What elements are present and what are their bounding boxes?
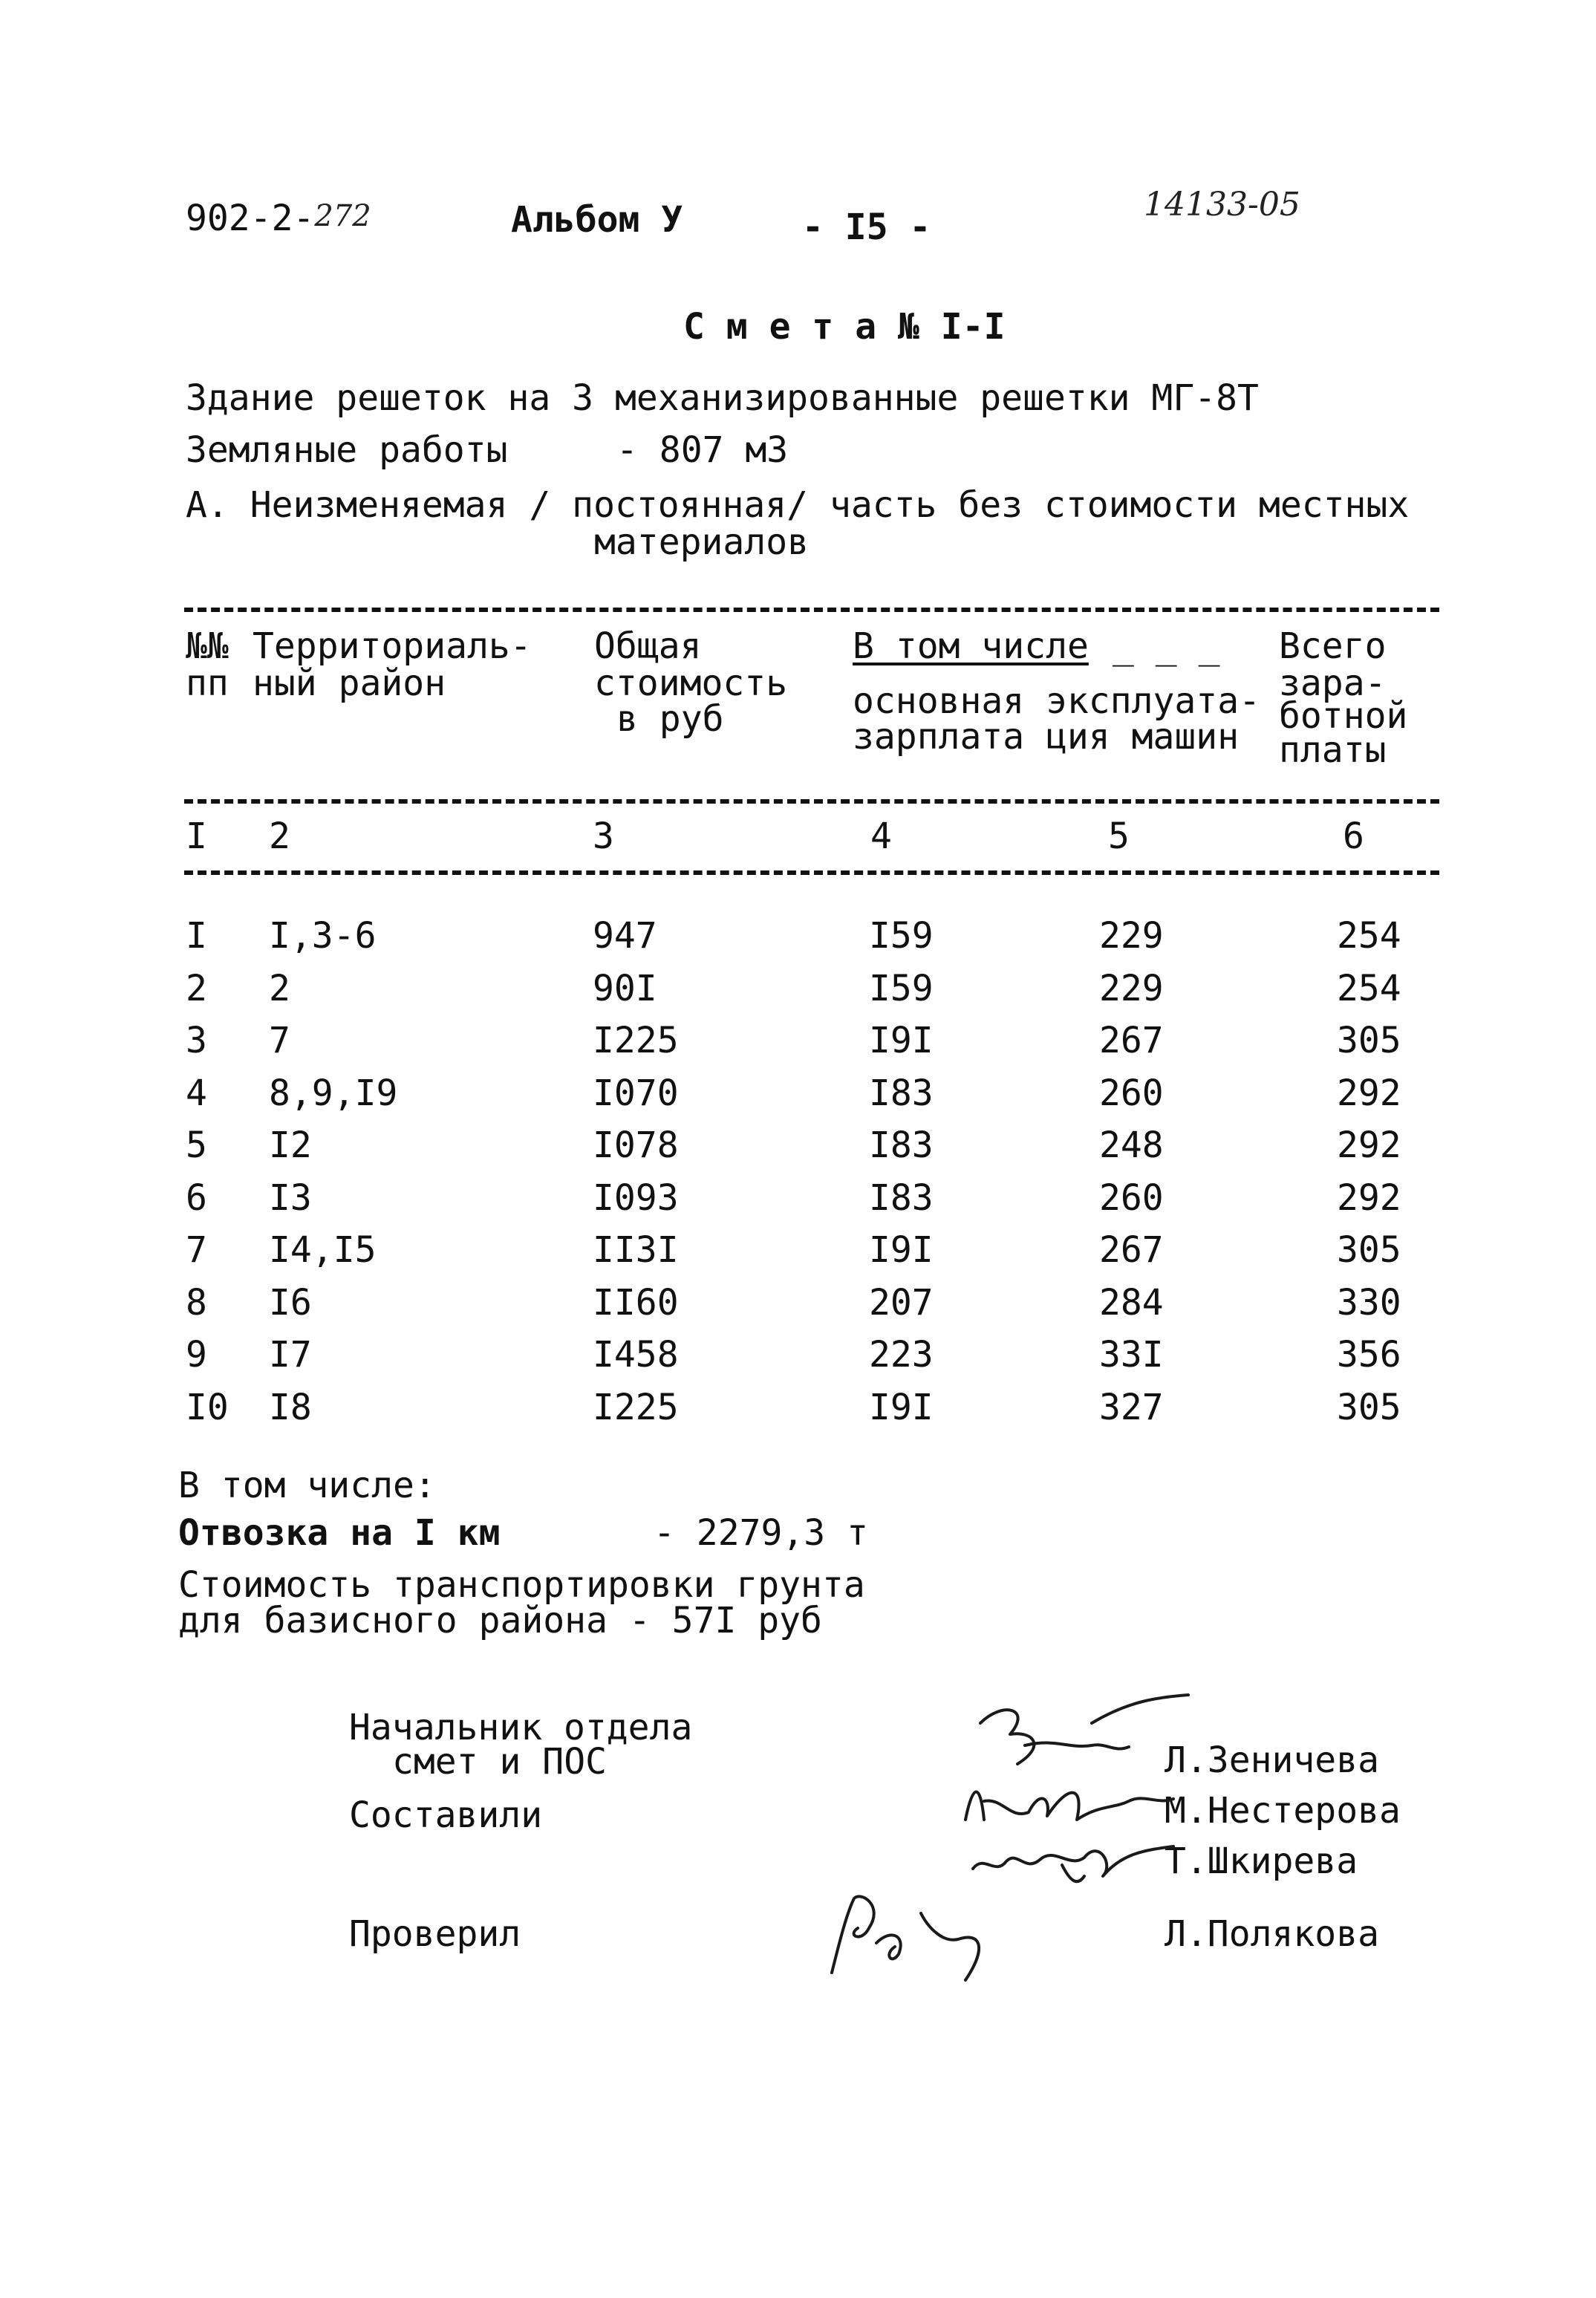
row-total-cost: I078 xyxy=(593,1124,679,1166)
row-machine-operation: 248 xyxy=(1099,1124,1164,1166)
building-description: Здание решеток на 3 механизированные решетки МГ-8Т xyxy=(186,377,1259,419)
row-total-cost: II3I xyxy=(593,1229,679,1271)
row-number: 7 xyxy=(186,1229,207,1271)
row-base-salary: I9I xyxy=(869,1020,934,1061)
table-top-rule xyxy=(184,608,1439,612)
including-label: В том числе: xyxy=(178,1465,436,1506)
row-base-salary: 223 xyxy=(869,1334,934,1376)
row-number: 2 xyxy=(186,967,207,1009)
col-number: 5 xyxy=(1108,816,1130,857)
row-region: 2 xyxy=(269,967,290,1009)
haul-label: Отвозка на I км xyxy=(178,1512,501,1554)
header-col6-line2: зара- xyxy=(1279,663,1387,704)
row-total-cost: 90I xyxy=(593,967,657,1009)
header-col5-line2: ция машин xyxy=(1046,716,1240,758)
column-numbers-bottom-rule xyxy=(184,870,1439,875)
page-number: - I5 - xyxy=(802,206,931,248)
row-machine-operation: 327 xyxy=(1099,1386,1164,1428)
signatory-name: Т.Шкирева xyxy=(1165,1840,1358,1882)
signature-zenicheva xyxy=(965,1693,1203,1775)
row-total-cost: I093 xyxy=(593,1176,679,1219)
transport-line2: для базисного района - 57I руб xyxy=(178,1600,822,1641)
header-col3-line1: Общая xyxy=(594,625,702,667)
row-total-wages: 356 xyxy=(1337,1334,1401,1376)
handwritten-reference: 14133-05 xyxy=(1144,186,1300,224)
row-number: I xyxy=(186,915,207,957)
row-machine-operation: 33I xyxy=(1099,1334,1164,1376)
row-region: I6 xyxy=(269,1281,312,1324)
head-of-department-line1: Начальник отдела xyxy=(349,1707,693,1748)
signatory-name: Л.Зеничева xyxy=(1165,1739,1379,1781)
row-region: 7 xyxy=(269,1020,290,1061)
head-of-department-line2: смет и ПОС xyxy=(392,1741,607,1783)
header-col1-line1: №№ xyxy=(186,625,229,667)
row-total-wages: 292 xyxy=(1337,1124,1401,1166)
col-number: 2 xyxy=(269,816,290,857)
row-machine-operation: 267 xyxy=(1099,1020,1164,1061)
row-region: I8 xyxy=(269,1386,312,1428)
part-a-line1: А. Неизменяемая / постоянная/ часть без стоимости местных xyxy=(186,484,1410,526)
row-total-wages: 330 xyxy=(1337,1281,1401,1324)
header-col6-line3: ботной xyxy=(1279,695,1408,737)
col-number: 3 xyxy=(593,816,614,857)
row-base-salary: 207 xyxy=(869,1281,934,1324)
document-title: С м е т а № I-I xyxy=(683,306,1006,348)
row-base-salary: I59 xyxy=(869,915,934,957)
signature-shkireva xyxy=(965,1824,1188,1891)
header-col4-line2: зарплата xyxy=(853,716,1025,758)
header-col5-line1: эксплуата- xyxy=(1046,680,1260,722)
row-machine-operation: 267 xyxy=(1099,1229,1164,1271)
row-total-cost: I070 xyxy=(593,1072,679,1114)
signatory-name: Л.Полякова xyxy=(1165,1913,1379,1955)
row-base-salary: I59 xyxy=(869,967,934,1009)
header-col4-line1: основная xyxy=(853,680,1025,722)
row-region: I,3-6 xyxy=(269,915,377,957)
row-base-salary: I83 xyxy=(869,1072,934,1114)
row-machine-operation: 284 xyxy=(1099,1281,1164,1324)
row-machine-operation: 260 xyxy=(1099,1072,1164,1114)
header-group-including: В том числе xyxy=(853,625,1089,667)
row-number: 3 xyxy=(186,1020,207,1061)
header-col6-line1: Всего xyxy=(1279,625,1387,667)
col-number: I xyxy=(186,816,207,857)
row-total-cost: I225 xyxy=(593,1386,679,1428)
row-base-salary: I83 xyxy=(869,1124,934,1166)
row-number: I0 xyxy=(186,1386,229,1428)
row-total-cost: I225 xyxy=(593,1020,679,1061)
row-total-wages: 292 xyxy=(1337,1176,1401,1219)
checked-label: Проверил xyxy=(349,1913,521,1955)
header-group-dashes: _ _ _ xyxy=(1113,625,1220,667)
row-machine-operation: 229 xyxy=(1099,967,1164,1009)
row-total-wages: 305 xyxy=(1337,1020,1401,1061)
row-base-salary: I9I xyxy=(869,1229,934,1271)
row-total-cost: I458 xyxy=(593,1334,679,1376)
row-total-wages: 254 xyxy=(1337,915,1401,957)
row-region: I3 xyxy=(269,1176,312,1219)
row-region: I2 xyxy=(269,1124,312,1166)
row-region: 8,9,I9 xyxy=(269,1072,398,1114)
row-region: I7 xyxy=(269,1334,312,1376)
row-total-wages: 305 xyxy=(1337,1229,1401,1271)
row-total-wages: 292 xyxy=(1337,1072,1401,1114)
transport-line1: Стоимость транспортировки грунта xyxy=(178,1564,865,1606)
project-code xyxy=(186,198,371,239)
header-col1-line2: пп xyxy=(186,663,229,704)
earthworks-value: - 807 м3 xyxy=(616,429,789,471)
row-total-wages: 254 xyxy=(1337,967,1401,1009)
header-col6-line4: платы xyxy=(1279,729,1387,771)
row-total-cost: 947 xyxy=(593,915,657,957)
row-number: 8 xyxy=(186,1281,207,1324)
col-number: 4 xyxy=(870,816,892,857)
row-region: I4,I5 xyxy=(269,1229,377,1271)
row-number: 5 xyxy=(186,1124,207,1166)
row-total-wages: 305 xyxy=(1337,1386,1401,1428)
project-code-printed: 902-2- xyxy=(186,198,315,239)
row-total-cost: II60 xyxy=(593,1281,679,1324)
header-col2-line2: ный район xyxy=(253,663,446,704)
album-label: Альбом У xyxy=(511,199,683,241)
row-number: 9 xyxy=(186,1334,207,1376)
col-number: 6 xyxy=(1343,816,1364,857)
header-col3-line2: стоимость xyxy=(594,663,788,704)
header-bottom-rule xyxy=(184,799,1439,804)
header-col2-line1: Территориаль- xyxy=(253,625,532,667)
row-machine-operation: 229 xyxy=(1099,915,1164,957)
header-col3-line3: в руб xyxy=(616,698,724,740)
earthworks-label: Земляные работы xyxy=(186,429,508,471)
row-number: 6 xyxy=(186,1176,207,1219)
row-base-salary: I9I xyxy=(869,1386,934,1428)
haul-value: - 2279,3 т xyxy=(654,1512,868,1554)
project-code-handwritten: 272 xyxy=(314,199,371,233)
row-machine-operation: 260 xyxy=(1099,1176,1164,1219)
part-a-line2: материалов xyxy=(594,521,809,563)
signatory-name: М.Нестерова xyxy=(1165,1790,1401,1832)
signature-polyakova xyxy=(817,1884,1010,1988)
row-number: 4 xyxy=(186,1072,207,1114)
row-base-salary: I83 xyxy=(869,1176,934,1219)
compiled-label: Составили xyxy=(349,1794,543,1836)
